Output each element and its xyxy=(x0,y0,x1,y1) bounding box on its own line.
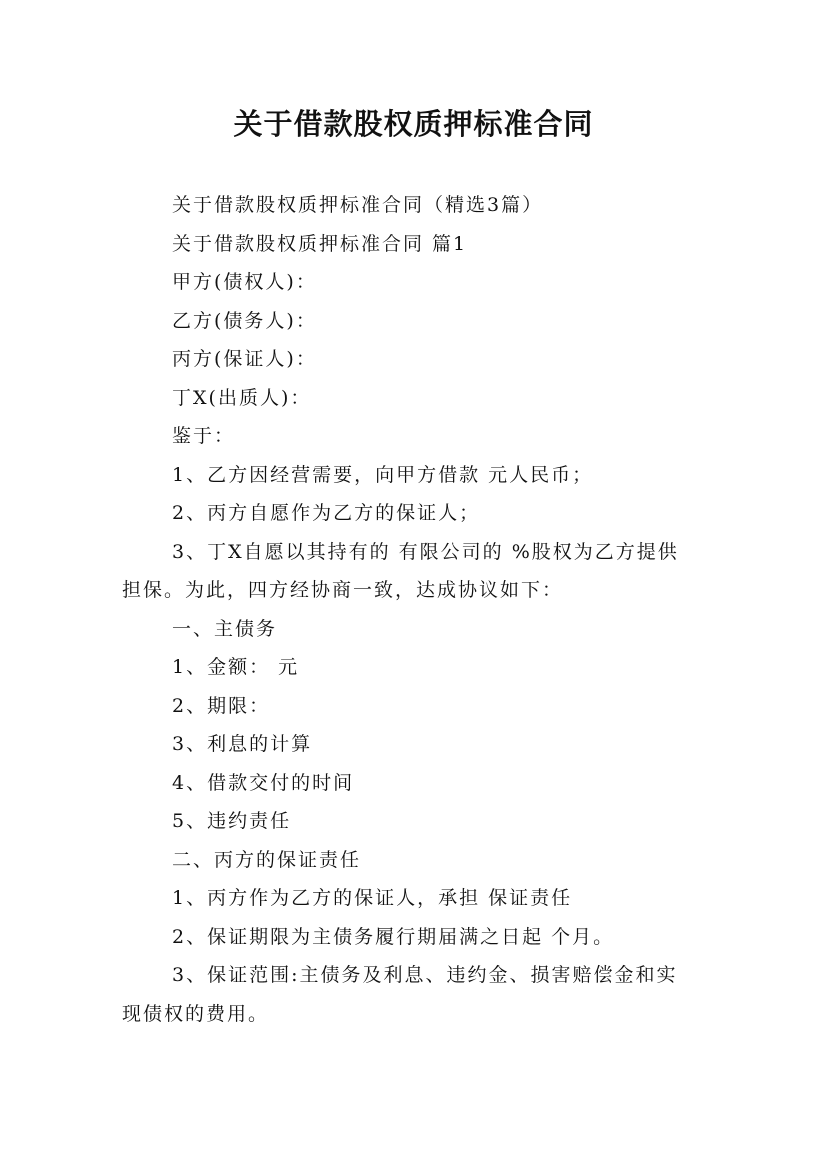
paragraph-line: 1、金额： 元 xyxy=(172,656,300,678)
paragraph-line: 1、乙方因经营需要，向甲方借款 元人民币； xyxy=(172,464,594,486)
party-d-line: 丁X(出质人)： xyxy=(172,387,312,409)
clause-heading: 一、主债务 xyxy=(172,618,278,640)
paragraph-line: 4、借款交付的时间 xyxy=(172,772,355,794)
paragraph-line: 3、保证范围:主债务及利息、违约金、损害赔偿金和实 xyxy=(172,964,678,986)
party-b-line: 乙方(债务人)： xyxy=(172,310,317,332)
paragraph-line: 现债权的费用。 xyxy=(122,1003,270,1025)
party-a-line: 甲方(债权人)： xyxy=(172,271,317,293)
document-title: 关于借款股权质押标准合同 xyxy=(233,107,594,141)
section-heading: 关于借款股权质押标准合同 篇1 xyxy=(172,233,468,255)
clause-heading: 二、丙方的保证责任 xyxy=(172,849,362,871)
paragraph-line: 1、丙方作为乙方的保证人，承担 保证责任 xyxy=(172,887,573,909)
party-c-line: 丙方(保证人)： xyxy=(172,348,317,370)
paragraph-line: 5、违约责任 xyxy=(172,810,292,832)
paragraph-line: 3、丁X自愿以其持有的 有限公司的 %股权为乙方提供 xyxy=(172,541,679,563)
whereas-heading: 鉴于： xyxy=(172,425,236,447)
document-subtitle: 关于借款股权质押标准合同（精选3篇） xyxy=(172,194,544,216)
paragraph-line: 2、期限： xyxy=(172,695,271,717)
paragraph-line: 2、保证期限为主债务履行期届满之日起 个月。 xyxy=(172,926,615,948)
paragraph-line: 3、利息的计算 xyxy=(172,733,313,755)
paragraph-line: 担保。为此，四方经协商一致，达成协议如下： xyxy=(122,579,564,601)
paragraph-line: 2、丙方自愿作为乙方的保证人； xyxy=(172,502,481,524)
